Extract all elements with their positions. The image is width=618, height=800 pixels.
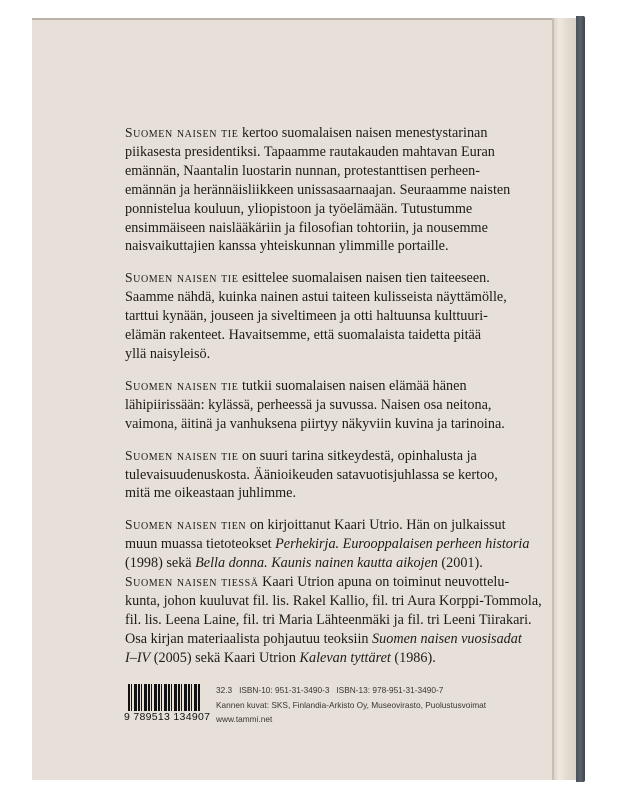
- book-title: I–IV: [125, 649, 151, 666]
- title-smallcaps: Suomen naisen tie: [125, 270, 239, 286]
- publication-info: [216, 683, 486, 727]
- blurb-paragraph-3: Suomen naisen tie tutkii suomalaisen naisen elämää hänen lähipiirissään: kylässä, perheessä ja suvussa. Naisen osa neitona, vaimona, äitinä ja vanhuksena piirtyy näkyviin kuvina ja tarinoina.: [125, 377, 505, 432]
- publisher-url: www.tammi.net: [216, 714, 273, 724]
- title-smallcaps: Suomen naisen tiessä: [125, 574, 259, 590]
- book-title: Kalevan tyttäret: [299, 649, 391, 666]
- book-title: Suomen naisen vuosisadat: [372, 630, 522, 647]
- book-title: Perhekirja. Eurooppalaisen perheen historia: [275, 536, 530, 553]
- isbn-line: 32.3 ISBN-10: 951-31-3490-3 ISBN-13: 978-951-31-3490-7: [216, 685, 444, 695]
- book-title: Bella donna. Kaunis nainen kautta aikojen: [195, 555, 438, 572]
- barcode-number: 9 789513 134907: [124, 711, 211, 723]
- blurb-paragraph-2: Suomen naisen tie esittelee suomalaisen naisen tien taiteeseen. Saamme nähdä, kuinka nainen astui taiteen kulisseista näyttämölle, tarttui kynään, jouseen ja siveltimeen ja otti haltuunsa kulttuuri- elämän rakenteet. Havaitsemme, että suomalaista taidetta pitää yllä naisyleisö.: [125, 270, 507, 362]
- barcode-icon: [128, 684, 200, 712]
- spine-edge: [576, 16, 585, 782]
- cover-top-edge: [32, 18, 577, 20]
- title-smallcaps: Suomen naisen tie: [125, 377, 239, 393]
- title-smallcaps: Suomen naisen tien: [125, 517, 247, 533]
- author-paragraph: Suomen naisen tien on kirjoittanut Kaari Utrio. Hän on julkaissut muun muassa tietoteokset Perhekirja. Eurooppalaisen perheen historia (1998) sekä Bella donna. Kaunis nainen kautta aikojen (2001). Suomen naisen tiessä Kaari Utrion apuna on toiminut neuvottelu- kunta, johon kuuluvat fil. lis. Rakel Kallio, fil. tri Aura Korppi-Tommola, fil. lis. Leena Laine, fil. tri Maria Lähteenmäki ja fil. tri Leeni Tiirakari. Osa kirjan materiaalista pohjautuu teoksiin Suomen naisen vuosisadat I–IV (2005) sekä Kaari Utrion Kalevan tyttäret (1986).: [125, 517, 542, 666]
- spine-hinge: [552, 18, 576, 780]
- cover-credits: Kannen kuvat: SKS, Finlandia-Arkisto Oy, Museovirasto, Puolustusvoimat: [216, 699, 487, 710]
- title-smallcaps: Suomen naisen tie: [125, 125, 239, 140]
- title-smallcaps: Suomen naisen tie: [125, 447, 239, 463]
- blurb-paragraph-4: Suomen naisen tie on suuri tarina sitkeydestä, opinhalusta ja tulevaisuudenuskosta. Äänioikeuden satavuotisjuhlassa se kertoo, mitä me oikeastaan juhlimme.: [125, 447, 498, 502]
- blurb-text: [125, 124, 555, 681]
- blurb-paragraph-1: Suomen naisen tie kertoo suomalaisen naisen menestystarinan piikasesta presidentiksi. Tapaamme rautakauden mahtavan Euran emännän, Naantalin luostarin nunnan, protestanttisen perheen- emännän ja herännäisliikkeen unissasaarnaajan. Seuraamme naisten ponnistelua kouluun, yliopistoon ja työelämään. Tutustumme ensimmäiseen naislääkäriin ja filosofian tohtoriin, ja nousemme naisvaikuttajien kanssa yhteiskunnan ylimmille portaille.: [125, 125, 511, 255]
